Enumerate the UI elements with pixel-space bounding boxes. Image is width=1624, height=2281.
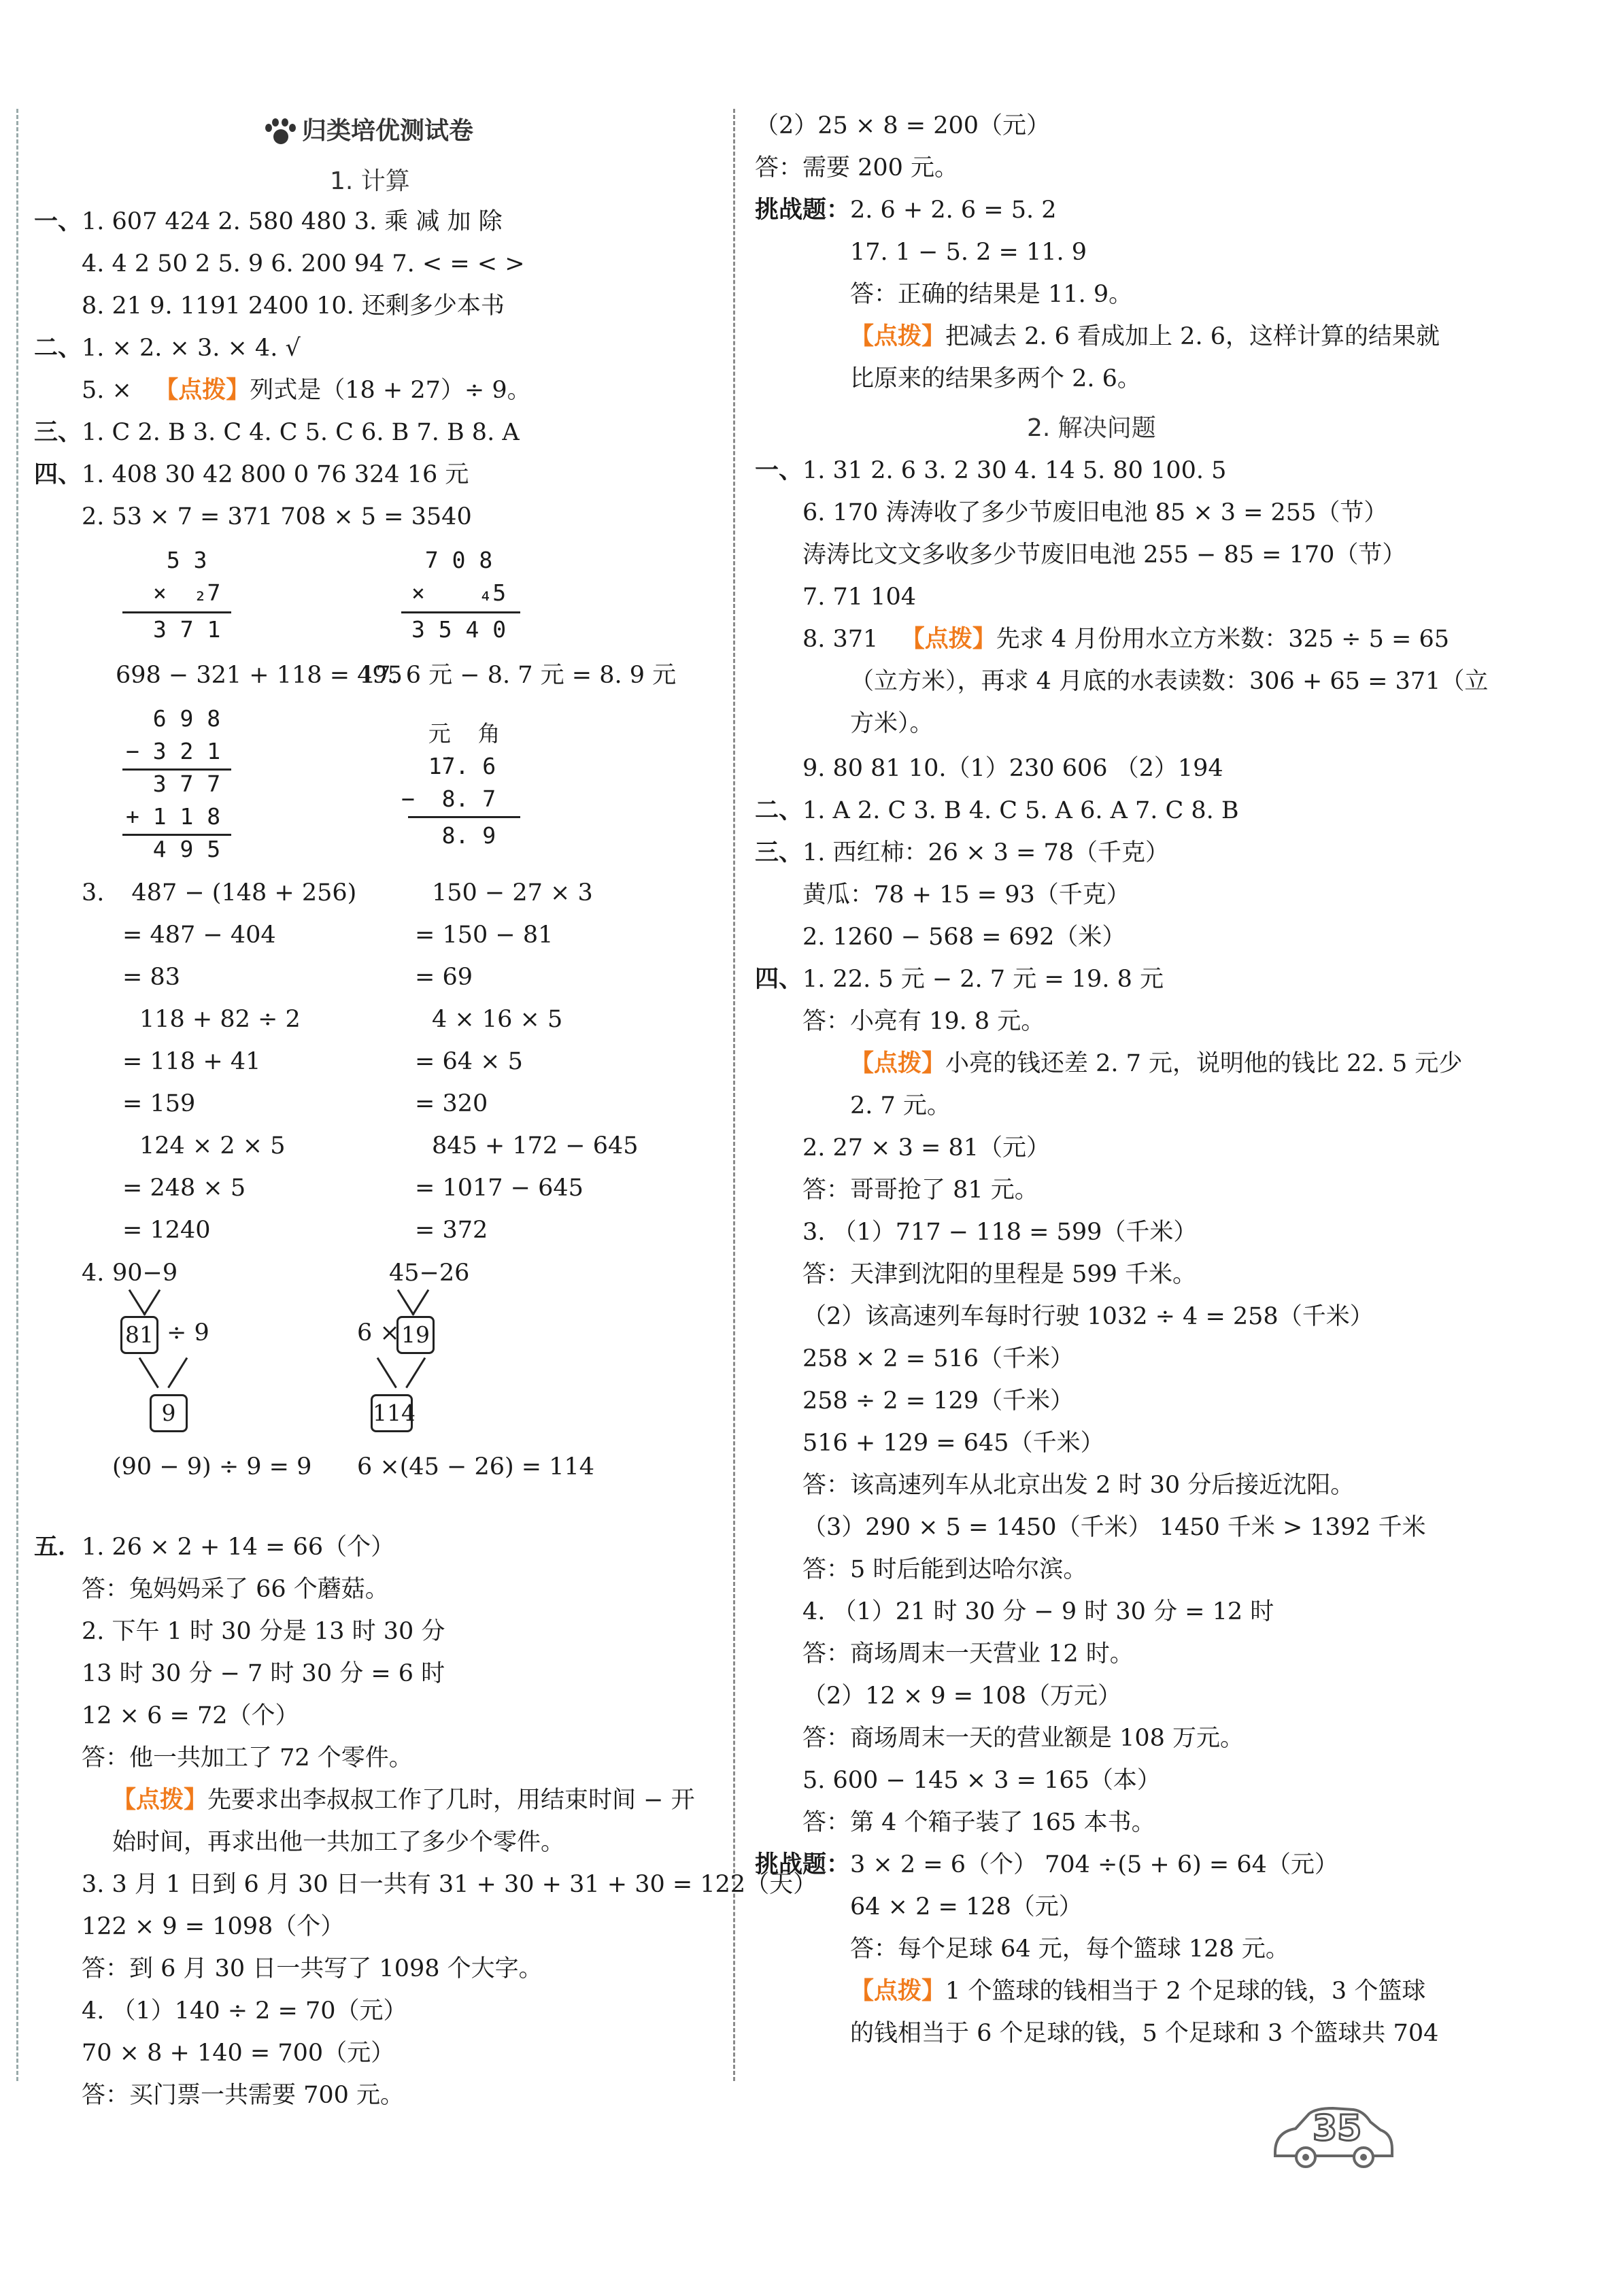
- vertical-calc-3: 6 9 8 − 3 2 1 3 7 7 + 1 1 8 4 9 5: [126, 705, 221, 862]
- tip-line: 【点拨】1 个篮球的钱相当于 2 个足球的钱，3 个篮球: [850, 1978, 1426, 2005]
- paw-icon: [265, 118, 297, 146]
- section-heading-solve: 2. 解决问题: [1027, 414, 1156, 442]
- answer-line: = 150 − 81: [415, 922, 554, 949]
- answer-line: 四、1. 22. 5 元 − 2. 7 元 = 19. 8 元: [755, 966, 1164, 993]
- tip-line: 【点拨】把减去 2. 6 看成加上 2. 6，这样计算的结果就: [850, 323, 1440, 350]
- answer-box: 19: [396, 1316, 435, 1354]
- answer-line: （3）290 × 5 = 1450（千米） 1450 千米 > 1392 千米: [802, 1514, 1426, 1541]
- answer-line: 二、1. A 2. C 3. B 4. C 5. A 6. A 7. C 8. B: [755, 797, 1239, 824]
- answer-line: （2）25 × 8 = 200（元）: [755, 112, 1051, 139]
- answer-line: 四、1. 408 30 42 800 0 76 324 16 元: [34, 461, 469, 488]
- answer-line: 4. （1）21 时 30 分 − 9 时 30 分 = 12 时: [802, 1598, 1274, 1625]
- answer-line: 答：兔妈妈采了 66 个蘑菇。: [82, 1576, 389, 1603]
- calc-bar: [122, 611, 231, 613]
- answer-line: 698 − 321 + 118 = 495: [116, 662, 403, 689]
- answer-line: = 64 × 5: [415, 1048, 523, 1075]
- answer-line: 挑战题：3 × 2 = 6（个） 704 ÷(5 + 6) = 64（元）: [755, 1851, 1338, 1878]
- answer-line: 8. 371 【点拨】先求 4 月份用水立方米数：325 ÷ 5 = 65: [802, 626, 1450, 653]
- answer-line: 答：需要 200 元。: [755, 154, 959, 182]
- answer-line: = 320: [415, 1090, 488, 1117]
- answer-line: = 372: [415, 1217, 488, 1244]
- tip-line: 始时间，再求出他一共加工了多少个零件。: [112, 1829, 565, 1856]
- answer-box: 9: [150, 1394, 188, 1432]
- answer-line: 答：第 4 个箱子装了 165 本书。: [802, 1809, 1155, 1836]
- answer-line: 258 × 2 = 516（千米）: [802, 1345, 1075, 1372]
- answer-line: 5. × 【点拨】列式是（18 + 27）÷ 9。: [82, 377, 531, 404]
- answer-line: 2. 53 × 7 = 371 708 × 5 = 3540: [82, 503, 472, 530]
- answer-line: 3. 3 月 1 日到 6 月 30 日一共有 31 + 30 + 31 + 30 = 122（天）: [82, 1871, 817, 1898]
- column-divider: [733, 109, 735, 2081]
- tree-stroke: [139, 1357, 159, 1389]
- answer-line: 13 时 30 分 − 7 时 30 分 = 6 时: [82, 1660, 445, 1687]
- tree-expression: ÷ 9: [167, 1319, 209, 1347]
- answer-line: 2. 27 × 3 = 81（元）: [802, 1134, 1051, 1162]
- answer-line: 12 × 6 = 72（个）: [82, 1702, 299, 1729]
- answer-line: 118 + 82 ÷ 2: [139, 1006, 301, 1033]
- answer-line: （2）12 × 9 = 108（万元）: [802, 1683, 1122, 1710]
- calc-bar: [122, 834, 231, 836]
- tip-line: 方米）。: [850, 710, 934, 737]
- tip-line: 【点拨】先要求出李叔叔工作了几时，用结束时间 − 开: [112, 1787, 695, 1814]
- answer-line: 17. 6 元 − 8. 7 元 = 8. 9 元: [360, 662, 677, 689]
- tip-line: 【点拨】小亮的钱还差 2. 7 元，说明他的钱比 22. 5 元少: [850, 1050, 1463, 1077]
- answer-line: = 83: [122, 964, 180, 991]
- answer-line: 7. 71 104: [802, 584, 916, 611]
- answer-box: 114: [371, 1394, 413, 1432]
- answer-line: = 1017 − 645: [415, 1175, 583, 1202]
- question-number: 4.: [82, 1260, 105, 1287]
- page-number: 35: [1313, 2108, 1362, 2149]
- answer-line: 2. 下午 1 时 30 分是 13 时 30 分: [82, 1618, 445, 1645]
- answer-line: 64 × 2 = 128（元）: [850, 1893, 1083, 1921]
- answer-line: = 487 − 404: [122, 922, 276, 949]
- tree-stroke: [405, 1357, 426, 1389]
- title-text: 归类培优测试卷: [302, 117, 474, 145]
- tip-line: 2. 7 元。: [850, 1092, 951, 1119]
- answer-line: = 118 + 41: [122, 1048, 261, 1075]
- answer-line: 答：商场周末一天营业 12 时。: [802, 1640, 1134, 1668]
- answer-line: (90 − 9) ÷ 9 = 9: [112, 1453, 312, 1481]
- tip-line: （立方米），再求 4 月底的水表读数：306 + 65 = 371（立: [850, 668, 1489, 695]
- answer-line: 4. （1）140 ÷ 2 = 70（元）: [82, 1997, 407, 2025]
- answer-line: 答：买门票一共需要 700 元。: [82, 2082, 405, 2109]
- answer-line: 答：每个足球 64 元，每个篮球 128 元。: [850, 1936, 1289, 1963]
- page-title: [265, 111, 473, 152]
- answer-line: 五．1. 26 × 2 + 14 = 66（个）: [34, 1534, 395, 1561]
- answer-line: 答：该高速列车从北京出发 2 时 30 分后接近沈阳。: [802, 1472, 1355, 1499]
- answer-line: 3. 487 − (148 + 256): [82, 879, 357, 907]
- answer-line: （2）该高速列车每时行驶 1032 ÷ 4 = 258（千米）: [802, 1303, 1374, 1330]
- calc-bar: [122, 768, 231, 771]
- answer-line: 4. 4 2 50 2 5. 9 6. 200 94 7. < = < >: [82, 250, 525, 277]
- answer-line: 258 ÷ 2 = 129（千米）: [802, 1387, 1075, 1415]
- answer-line: = 1240: [122, 1217, 211, 1244]
- vertical-calc-1: 5 3 × ₂7 3 7 1: [153, 547, 221, 643]
- answer-line: 三、1. C 2. B 3. C 4. C 5. C 6. B 7. B 8. A: [34, 419, 520, 446]
- calc-bar: [401, 611, 520, 613]
- answer-line: 答：商场周末一天的营业额是 108 万元。: [802, 1725, 1245, 1752]
- answer-line: 4 × 16 × 5: [432, 1006, 563, 1033]
- answer-line: 答：小亮有 19. 8 元。: [802, 1008, 1045, 1035]
- answer-line: 涛涛比文文多收多少节废旧电池 255 − 85 = 170（节）: [802, 541, 1406, 569]
- tree-expression: 90−9: [112, 1260, 178, 1287]
- left-margin-line: [16, 109, 18, 2081]
- answer-box: 81: [120, 1316, 158, 1354]
- answer-line: 二、1. × 2. × 3. × 4. √: [34, 335, 301, 362]
- answer-line: 17. 1 − 5. 2 = 11. 9: [850, 239, 1087, 266]
- answer-line: 答：5 时后能到达哈尔滨。: [802, 1556, 1087, 1583]
- answer-line: 70 × 8 + 140 = 700（元）: [82, 2040, 395, 2067]
- tree-stroke: [377, 1357, 397, 1389]
- answer-line: 3. （1）717 − 118 = 599（千米）: [802, 1219, 1198, 1246]
- answer-line: 8. 21 9. 1191 2400 10. 还剩多少本书: [82, 292, 505, 320]
- answer-line: 845 + 172 − 645: [432, 1132, 639, 1160]
- tree-expression: 6 ×: [357, 1319, 400, 1347]
- answer-line: 答：到 6 月 30 日一共写了 1098 个大字。: [82, 1955, 543, 1982]
- tip-line: 的钱相当于 6 个足球的钱，5 个足球和 3 个篮球共 704: [850, 2020, 1439, 2047]
- vertical-calc-2: 7 0 8 × ₄5 3 5 4 0: [411, 547, 507, 643]
- answer-line: = 69: [415, 964, 473, 991]
- answer-line: 三、1. 西红柿：26 × 3 = 78（千克）: [755, 839, 1170, 866]
- answer-line: 124 × 2 × 5: [139, 1132, 286, 1160]
- answer-line: 5. 600 − 145 × 3 = 165（本）: [802, 1767, 1161, 1794]
- answer-line: 答：正确的结果是 11. 9。: [850, 281, 1133, 308]
- answer-line: 答：他一共加工了 72 个零件。: [82, 1744, 413, 1772]
- answer-line: 一、1. 31 2. 6 3. 2 30 4. 14 5. 80 100. 5: [755, 457, 1227, 484]
- answer-line: = 159: [122, 1090, 196, 1117]
- answer-line: 122 × 9 = 1098（个）: [82, 1913, 345, 1940]
- answer-line: 答：哥哥抢了 81 元。: [802, 1177, 1038, 1204]
- answer-line: 一、1. 607 424 2. 580 480 3. 乘 减 加 除: [34, 208, 503, 235]
- calc-bar: [408, 816, 520, 818]
- answer-line: 答：天津到沈阳的里程是 599 千米。: [802, 1261, 1197, 1288]
- answer-line: 黄瓜：78 + 15 = 93（千克）: [802, 881, 1130, 909]
- vertical-calc-4: 元 角 1̇7. 6 − 8. 7 8. 9: [401, 720, 501, 849]
- tree-expression: 45−26: [389, 1260, 470, 1287]
- answer-line: 6. 170 涛涛收了多少节废旧电池 85 × 3 = 255（节）: [802, 499, 1388, 526]
- tree-stroke: [167, 1357, 188, 1389]
- section-heading-calc: 1. 计算: [330, 167, 410, 195]
- answer-line: 150 − 27 × 3: [432, 879, 593, 907]
- answer-line: 2. 1260 − 568 = 692（米）: [802, 924, 1126, 951]
- tip-line: 比原来的结果多两个 2. 6。: [850, 365, 1141, 392]
- answer-line: 516 + 129 = 645（千米）: [802, 1430, 1104, 1457]
- answer-line: = 248 × 5: [122, 1175, 246, 1202]
- answer-line: 6 ×(45 − 26) = 114: [357, 1453, 595, 1481]
- answer-line: 挑战题：2. 6 + 2. 6 = 5. 2: [755, 197, 1057, 224]
- answer-line: 9. 80 81 10.（1）230 606 （2）194: [802, 755, 1223, 782]
- tip-label: 【点拨】: [154, 377, 250, 404]
